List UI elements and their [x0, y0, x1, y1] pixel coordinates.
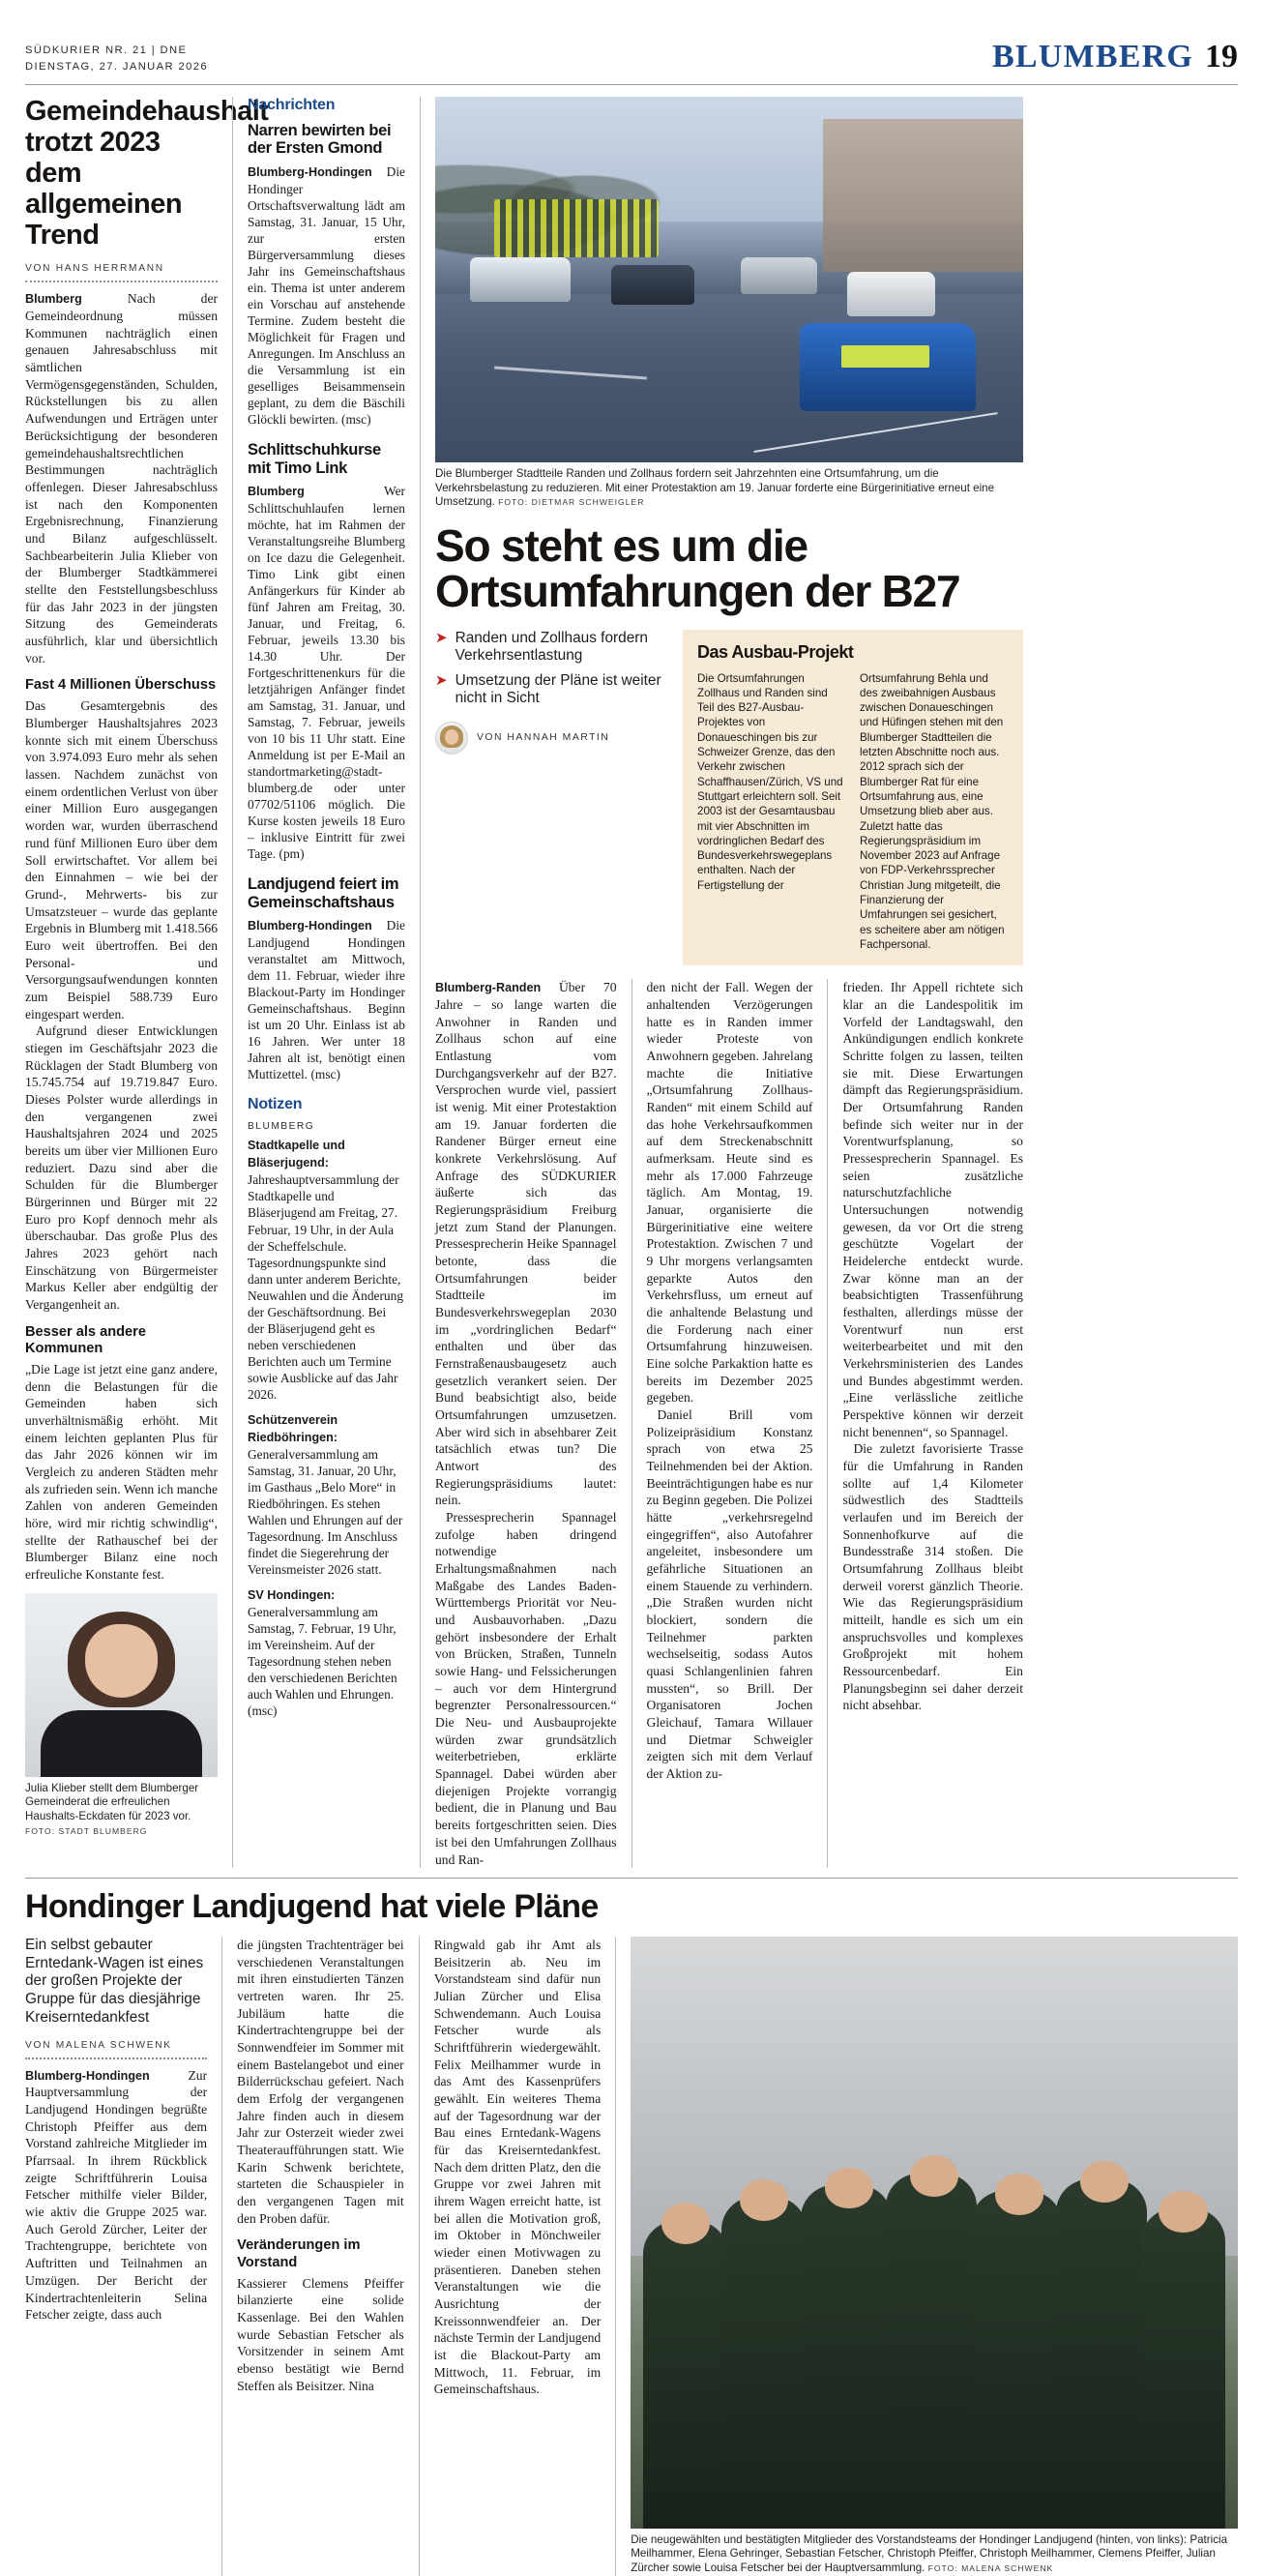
news-text-1: Wer Schlittschuhlaufen lernen möchte, hat im Rahmen der Veranstaltungsreihe Blumberg on Ice dazu die Gelegenheit. Timo Link gibt einen Anfängerkurs für Kinder ab fünf Jahren am Freitag, 30. Januar, und Freitag, 6. Februar, jeweils 13.30 bis 14.30 Uhr. Der Fortgeschrittenenkurs für die letztjährigen Anfänger findet am Samstag, 31. Januar, und Samstag, 7. Februar, jeweils von 10 bis 11 Uhr statt. Eine Anmeldung ist per E-Mail an standortmarketing@stadt-blumberg.de oder unter 07702/51106 möglich. Die Kurse kosten jeweils 18 Euro – inklusive Eintritt für zwei Tage. (pm): [248, 484, 405, 862]
group-member: [801, 2185, 892, 2529]
scene-buildings: [823, 119, 1023, 273]
budget-portrait-photo: [25, 1593, 218, 1777]
bottom-lead-place: Blumberg-Hondingen: [25, 2068, 150, 2083]
infobox-columns: [697, 671, 1009, 953]
portrait-artwork: [25, 1593, 218, 1777]
group-member-head: [1080, 2161, 1129, 2203]
main-text-col-1: [435, 979, 632, 1868]
main-photo-credit: FOTO: DIETMAR SCHWEIGLER: [498, 497, 645, 508]
bottom-article-rule: [25, 1878, 1238, 1879]
bottom-col3-p1: Ringwald gab ihr Amt als Beisitzerin ab. Neu im Vorstandsteam sind dafür nun Julian Zürcher und Elisa Schwendemann. Auch Louisa Fetscher wurde als Schriftführerin wiedergewählt. Felix Meilhammer wurde in das Amt des Kassenprüfers gewählt. Ein weiteres Thema auf der Tagesordnung war der Bau eines Erntedank-Wagens für das Kreiserntedankfest. Nach dem dritten Platz, den die Gruppe vor zwei Jahren mit ihrem Wagen erreicht hatte, ist bei allen die Motivation groß, im Oktober in Mönchweiler wieder einen Motivwagen zu präsentieren. Daneben stehen Veranstaltungen wie die Ausrichtung der Kreissonnwendfeier an. Der nächste Termin der Landjugend ist die Blackout-Party am Mittwoch, 11. Februar, im Gemeinschaftshaus.: [433, 1937, 602, 2397]
budget-headline: Gemeindehaushalt trotzt 2023 dem allgemeinen Trend: [25, 96, 269, 251]
masthead-edition-info: [25, 43, 208, 75]
budget-lead-place: Blumberg: [25, 292, 82, 307]
main-text-col-3: [827, 979, 1023, 1868]
main-lead-area: [435, 630, 1023, 966]
scene-protest-banner: [841, 345, 929, 368]
group-member: [643, 2221, 728, 2529]
notiz-title-1: Schützenverein Riedböhringen:: [248, 1412, 338, 1444]
budget-byline: VON HANS HERRMANN: [25, 263, 164, 275]
scene-car-light: [847, 272, 935, 315]
main-author-name: VON HANNAH MARTIN: [477, 732, 610, 744]
portrait-face: [85, 1624, 159, 1698]
column-main-article: [420, 97, 1023, 1868]
bullet-text-1: Umsetzung der Pläne ist weiter nicht in Sicht: [455, 671, 661, 707]
news-headline-1: Schlittschuhkurse mit Timo Link: [248, 441, 381, 477]
byline-divider: [25, 281, 218, 282]
main-headline: So steht es um die Ortsumfahrungen der B27: [435, 519, 960, 616]
main-bullet-list: [435, 630, 667, 708]
main-col1-p2: Pressesprecherin Spannagel zufolge haben dringend notwendige Erhaltungsmaßnahmen nach Maßgabe des Landes Baden-Württembergs Priorität vor Neu- und Ausbauvorhaben. „Dazu gehört insbesondere der Erhalt von Brücken, Straßen, Tunneln sowie Hang- und Felssicherungen – auch vor dem Hintergrund begrenzter Personalressourcen.“ Die Neu- und Ausbauprojekte würden zwar grundsätzlich weiterbetrieben, erklärte Spannagel. Dabei würden aber diejenigen Projekte vorrangig bedient, die in Planung und Bau bereits fortgeschritten seien. Dies ist bei den Umfahrungen Zollhaus und Ran-: [435, 1510, 617, 1867]
main-col1-p1: [435, 979, 617, 1509]
main-photo-caption: [435, 467, 1023, 510]
infobox-text-col2: Ortsumfahrung Behla und des zweibahnigen Ausbaus zwischen Donaueschingen und Hüfingen stehen mit den Blumberger Stadtteilen die letzten Abschnitte noch aus. 2012 sprach sich der Blumberger Rat für eine Ortsumfahrung aus, eine Umsetzung blieb aber aus. Zuletzt hatte das Regierungspräsidium im November 2023 auf Anfrage von FDP-Verkehrssprecher Christian Jung mitgeteilt, die Finanzierung der Umfahrungen sei gesichert, es scheitere aber am nötigen Fachpersonal.: [860, 671, 1005, 951]
group-member-head: [740, 2179, 788, 2221]
notiz-item-2: [248, 1586, 405, 1719]
page-number: 19: [1205, 39, 1238, 74]
group-member: [721, 2197, 807, 2529]
author-avatar: [435, 722, 468, 755]
masthead-town-name: BLUMBERG: [992, 39, 1193, 74]
scene-car-silver: [741, 257, 817, 294]
news-text-2: Die Landjugend Hondingen veranstaltet am Mittwoch, dem 11. Februar, wieder ihre Blackout-Party im Hondinger Gemeinschaftshaus. Beginn ist um 20 Uhr. Einlass ist ab 16 Jahren. Wer unter 18 Jahren alt ist, benötigt einen Muttizettel. (msc): [248, 918, 405, 1082]
bottom-photo-caption: [631, 2533, 1238, 2576]
portrait-body: [41, 1710, 202, 1776]
notiz-item-1: [248, 1411, 405, 1578]
bullet-item-0: [435, 630, 667, 666]
masthead-line2: DIENSTAG, 27. JANUAR 2026: [25, 61, 208, 73]
group-member: [886, 2174, 977, 2529]
bottom-caption-text: Die neugewählten und bestätigten Mitglieder des Vorstandsteams der Hondinger Landjugend (hinten, von links): Patricia Meilhammer, Elena Gehringer, Sebastian Fetscher, Christoph Pfeiffer, Christoph Meilhammer, Clemens Pfeiffer, Julian Zürcher sowie Louisa Fetscher bei der Hauptversammlung.: [631, 2532, 1228, 2575]
main-col2-p2: Daniel Brill vom Polizeipräsidium Konstanz sprach von etwa 25 Teilnehmenden bei der Aktion. Beeinträchtigungen habe es nur zu Beginn gegeben. Die Polizei hätte „verkehrsregelnd eingegriffen“, also Autofahrer angeleitet, insbesondere um gefährliche Situationen an einem Stauende zu verhindern. „Die Straßen wurden nicht blockiert, sondern die Teilnehmer parkten wechselseitig, sodass Autos quasi Schlangenlinien fahren mussten“, so Brill. Der Organisatoren Jochen Gleichauf, Tamara Willauer und Dietmar Schweigler zeigten sich mit dem Verlauf der Aktion zu-: [646, 1407, 813, 1782]
bottom-text-col-1: [25, 1937, 221, 2576]
main-col3-p2: Die zuletzt favorisierte Trasse für die Umfahrung in Randen sollte auf 1,4 Kilometer südwestlich des Stadtteils verlaufen und im Bereich der Sonnenhofkurve auf die Bundesstraße 314 stoßen. Die Ortsumfahrung Zollhaus bleibt derweil vorerst gänzlich Theorie. Wie das Regierungspräsidium mitteilt, handle es sich um ein anspruchsvolles und komplexes Großprojekt mit hohem Ressourcenbedarf. Ein Planungsbeginn sei daher derzeit nicht absehbar.: [842, 1441, 1023, 1713]
group-photo-artwork: [631, 1937, 1238, 2529]
main-article-photo: [435, 97, 1023, 462]
bottom-photo-credit: FOTO: MALENA SCHWENK: [927, 2563, 1054, 2574]
group-member: [1141, 2208, 1226, 2528]
infobox-text-col1: Die Ortsumfahrungen Zollhaus und Randen sind Teil des B27-Ausbau-Projektes von Donaueschingen bis zur Schweizer Grenze, das den Verkehr zwischen Schaffhausen/Zürich, VS und Stuttgart erleichtern soll. Seit 2003 ist der Gesamtausbau mit vier Abschnitten im vordringlichen Bedarf des Bundesverkehrswegeplans enthalten. Nach der Fertigstellung der: [697, 671, 843, 892]
scene-protesters: [494, 199, 659, 257]
avatar-image: [436, 723, 467, 754]
budget-paragraph-3: Aufgrund dieser Entwicklungen stiegen im Geschäftsjahr 2023 die Rücklagen der Stadt Blumberg von 15.745.754 auf 19.719.847 Euro. Dieses Polster wurde allerdings in den vergangenen zwei Haushaltsjahren 2024 und 2025 bereits um über vier Millionen Euro reduziert. Dazu sind aber die Schulden für die Blumberger Bürgerinnen und Bürger mit 22 Euro pro Kopf dennoch mehr als überschaubar. Das große Plus des Jahres 2023 gehört nach Einschätzung von Bürgermeister Markus Keller aber endgültig der Vergangenheit an.: [25, 1023, 218, 1312]
group-member-head: [910, 2155, 958, 2197]
notizen-city: BLUMBERG: [248, 1121, 315, 1133]
budget-paragraph-4: „Die Lage ist jetzt eine ganz andere, denn die Belastungen für die Gemeinden haben sich unverhältnismäßig erhöht. Mit einem leichten geplanten Plus für das Jahr 2026 können wir im Vergleich zu anderen Städten mehr als zufrieden sein. Wenn ich manche Zahlen von anderen Gemeinden höre, wird mir richtig schwindlig“, stellte der Rathauschef bei der Blumberger Bilanz eine noch erfreuliche Konstante fest.: [25, 1362, 218, 1583]
news-headline-2: Landjugend feiert im Gemeinschaftshaus: [248, 875, 399, 911]
news-body-1: [248, 483, 405, 862]
group-member: [971, 2191, 1062, 2529]
main-col3-p1: frieden. Ihr Appell richtete sich klar an die Landespolitik im Vorfeld der Landtagswahl, den Ankündigungen endlich konkrete Schritte folgen zu lassen, teilten sie mit. Diese Erwartungen dämpft das Regierungspräsidium. Der Ortsumfahrung Randen befinde sich weiter nur in der Vorentwurfsplanung, so Pressesprecherin Spannagel. Es seien zusätzliche naturschutzfachliche Untersuchungen notwendig gewesen, da vor Ort die streng geschützte Vogelart der Heidelerche entdeckt wurde. Zwar könne man an der beabsichtigten Trassenführung festhalten, allerdings müsse der Vorentwurf nun erst weiterbearbeitet und mit den Verkehrsministerien des Landes und Bundes abgestimmt werden. „Eine verlässliche zeitliche Perspektive können wir derzeit nicht benennen“, so Spannagel.: [842, 980, 1023, 1439]
news-place-2: Blumberg-Hondingen: [248, 919, 372, 933]
main-caption-text: Die Blumberger Stadtteile Randen und Zollhaus fordern seit Jahrzehnten eine Ortsumfahrung, um die Verkehrsbelastung zu reduzieren. Mit einer Protestaktion am 19. Januar forderte eine Bürgerinitiative erneut eine Umsetzung.: [435, 467, 995, 509]
notiz-text-2: Generalversammlung am Samstag, 7. Februar, 19 Uhr, im Vereinsheim. Auf der Tagesordnung stehen neben den verschiedenen Berichten auch Wahlen und Ehrungen. (msc): [248, 1604, 397, 1718]
column-nachrichten: [232, 97, 420, 1868]
bottom-col2-p1: die jüngsten Trachtenträger bei verschiedenen Veranstaltungen mit ihren einstudierten Tänzen vertreten waren. Ihr 25. Jubiläum hatte die Kindertrachtengruppe bei der Sonnwendfeier im Sommer mit einem Bastelangebot und einer Bilderrückschau gefeiert. Nach dem Erfolg der vergangenen Jahre finden auch in diesem Jahr zur Osterzeit wieder zwei Theateraufführungen statt. Wie Karin Schwenk berichtete, starteten die Schauspieler in den vergangenen Tagen mit den Proben dafür.: [237, 1937, 404, 2226]
news-body-2: [248, 917, 405, 1082]
budget-photo-credit: FOTO: STADT BLUMBERG: [25, 1825, 148, 1836]
masthead-rule: [25, 84, 1238, 85]
main-article-text-columns: [435, 979, 1023, 1868]
main-lead-place: Blumberg-Randen: [435, 981, 542, 995]
bottom-byline: VON MALENA SCHWENK: [25, 2039, 172, 2051]
budget-photo-caption: [25, 1782, 218, 1838]
news-place-1: Blumberg: [248, 485, 305, 499]
arrow-bullet-icon: ➤: [435, 671, 448, 689]
infobox-title: Das Ausbau-Projekt: [697, 641, 854, 662]
bottom-col1-p1: [25, 2067, 207, 2324]
bottom-photo-column: [615, 1937, 1238, 2576]
masthead-section: [992, 39, 1238, 75]
main-col2-p1: den nicht der Fall. Wegen der anhaltenden Verzögerungen hatte es in Randen immer wieder Proteste von Anwohnern gegeben. Jahrelang machte die Initiative „Ortsumfahrung Zollhaus-Randen“ mit einem Schild auf das hohe Verkehrsaufkommen auf dem Streckenabschnitt aufmerksam. Heute sind es mehr als 17.000 Fahrzeuge täglich. Am Montag, 19. Januar, organisierte die Bürgerinitiative eine weitere Protestaktion. Zwischen 7 und 9 Uhr morgens verlangsamten geparkte Autos den Verkehrsfluss, um erneut auf die anhaltende Belastung und die Forderung nach einer Ortsumfahrung hinzuweisen. Eine solche Parkaktion hatte es bereits im Dezember 2025 gegeben.: [646, 980, 813, 1406]
budget-subhead-2: Besser als andere Kommunen: [25, 1323, 146, 1356]
notiz-title-0: Stadtkapelle und Bläserjugend:: [248, 1139, 345, 1170]
news-place-0: Blumberg-Hondingen: [248, 164, 372, 179]
street-scene-artwork: [435, 97, 1023, 462]
bottom-group-photo: [631, 1937, 1238, 2529]
bottom-col1-text: Zur Hauptversammlung der Landjugend Hondingen begrüßte Christoph Pfeiffer aus dem Vorstand zahlreiche Mitglieder im Pfarrsaal. In ihrem Rückblick zeigte Schriftführerin Louisa Fetscher mithilfe vieler Bilder, wie aktiv die Gruppe 2025 war. Auch Gerold Zürcher, Leiter der Trachtengruppe, berichtete von Auftritten und Teilnahmen an Umzügen. Der Bericht der Kindertrachtenleiterin Selina Fetscher zeigte, dass auch: [25, 2067, 208, 2323]
news-text-0: Die Hondinger Ortschaftsverwaltung lädt am Samstag, 31. Januar, 15 Uhr, zur ersten Bürgerversammlung dieses Jahr ins Gemeinschaftshaus ein. Thema ist unter anderem ein Vorschau auf anstehende Termine. Zudem besteht die Möglichkeit für Fragen und Anregungen. Im Anschluss an die Versammlung ist ein geselliges Beisammensein geplant, zu dem die Bäschili Glöckli bewirten. (msc): [248, 163, 405, 428]
bottom-text-col-2: [221, 1937, 419, 2576]
top-content-grid: [25, 97, 1238, 1868]
bottom-headline: Hondinger Landjugend hat viele Pläne: [25, 1888, 599, 1926]
scene-car-dark: [611, 265, 693, 306]
scene-car-white: [470, 257, 570, 301]
main-text-col-2: [632, 979, 828, 1868]
notiz-text-0: Jahreshauptversammlung der Stadtkapelle und Bläserjugend am Freitag, 27. Februar, 19 Uhr, in der Aula der Scheffelschule. Tagesordnungspunkte sind dann unter anderem Berichte, Neuwahlen und die Änderung der Geschäftsordnung. Bei der Bläserjugend geht es neben verschiedenen Berichten auch um Termine sowie Ausblicke auf das Jahr 2026.: [248, 1172, 404, 1402]
budget-paragraph-2: Das Gesamtergebnis des Blumberger Haushaltsjahres 2023 konnte sich mit einem Überschuss von 3.974.093 Euro mehr als sehen lassen. Nachdem zunächst von einem ordentlichen Verlust von über einer Million Euro ausgegangen worden war, wurden überraschend rund fünf Millionen Euro über dem Soll erwirtschaftet. Vor allem bei den Einnahmen – wie bei der Grund-, Mehrwerts- bis zur Umsatzsteuer – wurde das geplante Ergebnis in Blumberg mit 1.418.566 Euro weit übertroffen. Bei den Personal- und Versorgungsaufwendungen konnten zum Beispiel 588.739 Euro eingespart werden.: [25, 698, 218, 1022]
bottom-subhead: Veränderungen im Vorstand: [237, 2237, 361, 2270]
infobox-ausbau-projekt: [683, 630, 1023, 966]
group-member-head: [1159, 2191, 1207, 2233]
main-author-row: [435, 722, 667, 755]
budget-caption-text: Julia Klieber stellt dem Blumberger Gemeinderat die erfreulichen Haushalts-Eckdaten für 2023 vor.: [25, 1781, 199, 1822]
column-budget-article: [25, 96, 269, 1868]
news-body-0: [248, 163, 405, 428]
group-member: [1056, 2179, 1147, 2529]
budget-paragraph-1: [25, 290, 218, 666]
bottom-text-col-3: [419, 1937, 616, 2576]
group-member-head: [661, 2203, 710, 2244]
main-bullets-and-author: [435, 630, 667, 966]
notiz-title-2: SV Hondingen:: [248, 1587, 336, 1602]
arrow-bullet-icon: ➤: [435, 629, 448, 646]
group-member-head: [995, 2174, 1043, 2215]
scene-car-blue-foreground: [800, 323, 976, 411]
bottom-byline-divider: [25, 2058, 207, 2059]
budget-p1-text: Nach der Gemeindeordnung müssen Kommunen nachträglich einen genauen Jahresabschluss mit sämtlichen Vermögensgegenständen, Schulden, Rückstellungen bis zu allen Aufwendungen und Erträgen unter Berücksichtigung der besonderen gemeindehaushaltsrechtlichen Bestimmungen nachträglich offenlegen. Dieser Jahresabschluss ist nach den Komponenten Ergebnisrechnung, Finanzierung und Bilanz aufgeschlüsselt. Sachbearbeiterin Julia Klieber von der Blumberger Stadtkämmerei stellte den Feststellungsbeschluss für das Jahr 2023 in der jüngsten Sitzung des Gemeinderats ausführlich, klar und übersichtlich vor.: [25, 291, 218, 666]
masthead: [25, 25, 1238, 75]
section-label-notizen: Notizen: [248, 1096, 303, 1113]
bottom-teaser: Ein selbst gebauter Erntedank-Wagen ist eines der großen Projekte der Gruppe für das diesjährige Kreiserntedankfest: [25, 1936, 204, 2026]
news-headline-0: Narren bewirten bei der Ersten Gmond: [248, 122, 392, 158]
section-label-nachrichten: Nachrichten: [248, 97, 336, 113]
notiz-item-0: [248, 1137, 405, 1402]
masthead-line1: SÜDKURIER NR. 21 | DNE: [25, 44, 188, 56]
bullet-item-1: [435, 672, 667, 708]
bottom-content-grid: [25, 1937, 1238, 2576]
bottom-col2-p2: Kassierer Clemens Pfeiffer bilanzierte eine solide Kassenlage. Bei den Wahlen wurde Sebastian Fetscher als Vorsitzender in seinem Amt ebenso bestätigt wie Bernd Steffen als Beisitzer. Nina: [237, 2275, 404, 2393]
notiz-text-1: Generalversammlung am Samstag, 31. Januar, 20 Uhr, im Gasthaus „Belo More“ in Riedböhringen. Es stehen Wahlen und Ehrungen auf der Tagesordnung. Im Anschluss findet die Siegerehrung der Vereinsmeister 2026 statt.: [248, 1446, 403, 1577]
bullet-text-0: Randen und Zollhaus fordern Verkehrsentlastung: [455, 629, 648, 665]
budget-subhead-1: Fast 4 Millionen Überschuss: [25, 677, 217, 694]
main-col1-p1-text: Über 70 Jahre – so lange warten die Anwohner in Randen und Zollhaus schon auf eine Entlastung vom Durchgangsverkehr auf der B27. Versprochen wurde viel, passiert ist wenig. Mit einer Protestaktion am 19. Januar forderten die Randener Bürger erneut eine konkrete Verkehrslösung. Auf Anfrage des SÜDKURIER äußerte sich das Regierungspräsidium Freiburg jetzt zum Stand der Planungen. Pressesprecherin Heike Spannagel betonte, dass die Ortsumfahrungen beider Stadtteile im Bundesverkehrswegeplan 2030 im „vordringlichen Bedarf“ enthalten und über das Fernstraßenausbaugesetz auch gesetzlich verankert seien. Der Bund beabsichtigt also, beide Ortsumfahrungen umzusetzen. Aber wird sich in absehbarer Zeit tatsächlich etwas tun? Die Antwort des Regierungspräsidiums lautet: nein.: [435, 980, 617, 1508]
